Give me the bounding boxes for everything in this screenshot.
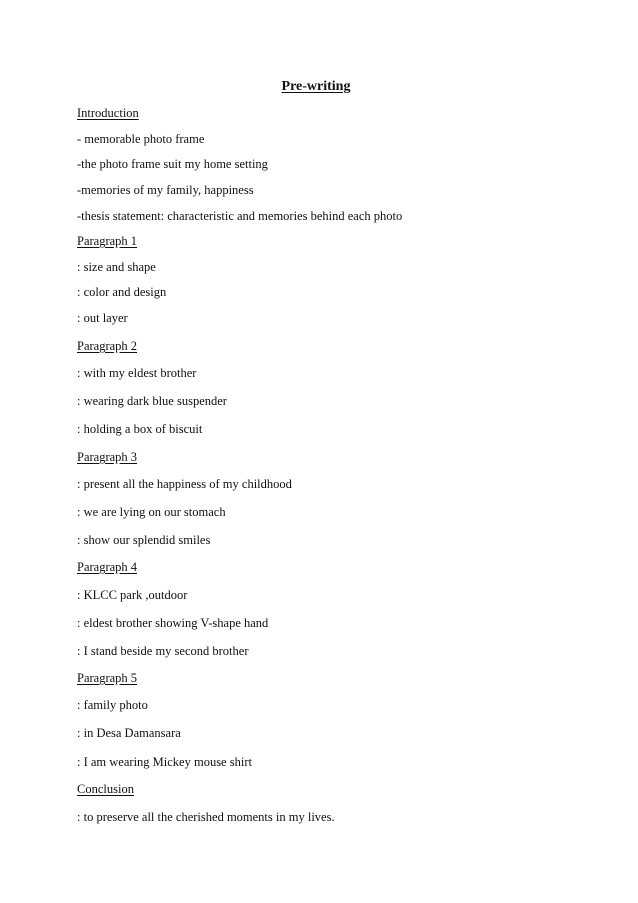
section-line: -thesis statement: characteristic and memories behind each photo	[77, 209, 403, 223]
section-line: : color and design	[77, 285, 167, 299]
section-heading-paragraph-5: Paragraph 5	[77, 671, 138, 685]
section-line: : KLCC park ,outdoor	[77, 588, 188, 602]
section-line: : we are lying on our stomach	[77, 505, 226, 519]
section-heading-paragraph-1: Paragraph 1	[77, 234, 138, 248]
section-line: : wearing dark blue suspender	[77, 394, 227, 408]
section-line: -the photo frame suit my home setting	[77, 157, 268, 171]
section-heading-paragraph-2: Paragraph 2	[77, 339, 138, 353]
section-line: : I stand beside my second brother	[77, 644, 249, 658]
section-line: : show our splendid smiles	[77, 533, 211, 547]
section-line: : in Desa Damansara	[77, 726, 181, 740]
section-line: : family photo	[77, 698, 148, 712]
section-line: : with my eldest brother	[77, 366, 197, 380]
section-heading-introduction: Introduction	[77, 106, 139, 120]
section-heading-conclusion: Conclusion	[77, 782, 134, 796]
page-title: Pre-writing	[281, 79, 351, 94]
section-line: -memories of my family, happiness	[77, 183, 254, 197]
section-line: : size and shape	[77, 260, 156, 274]
section-line: : eldest brother showing V-shape hand	[77, 616, 269, 630]
section-line: : out layer	[77, 311, 128, 325]
section-line: : present all the happiness of my childhood	[77, 477, 292, 491]
section-line: : to preserve all the cherished moments in my lives.	[77, 810, 335, 824]
section-heading-paragraph-3: Paragraph 3	[77, 450, 138, 464]
section-heading-paragraph-4: Paragraph 4	[77, 560, 138, 574]
section-line: : I am wearing Mickey mouse shirt	[77, 755, 252, 769]
section-line: : holding a box of biscuit	[77, 422, 203, 436]
section-line: - memorable photo frame	[77, 132, 205, 146]
